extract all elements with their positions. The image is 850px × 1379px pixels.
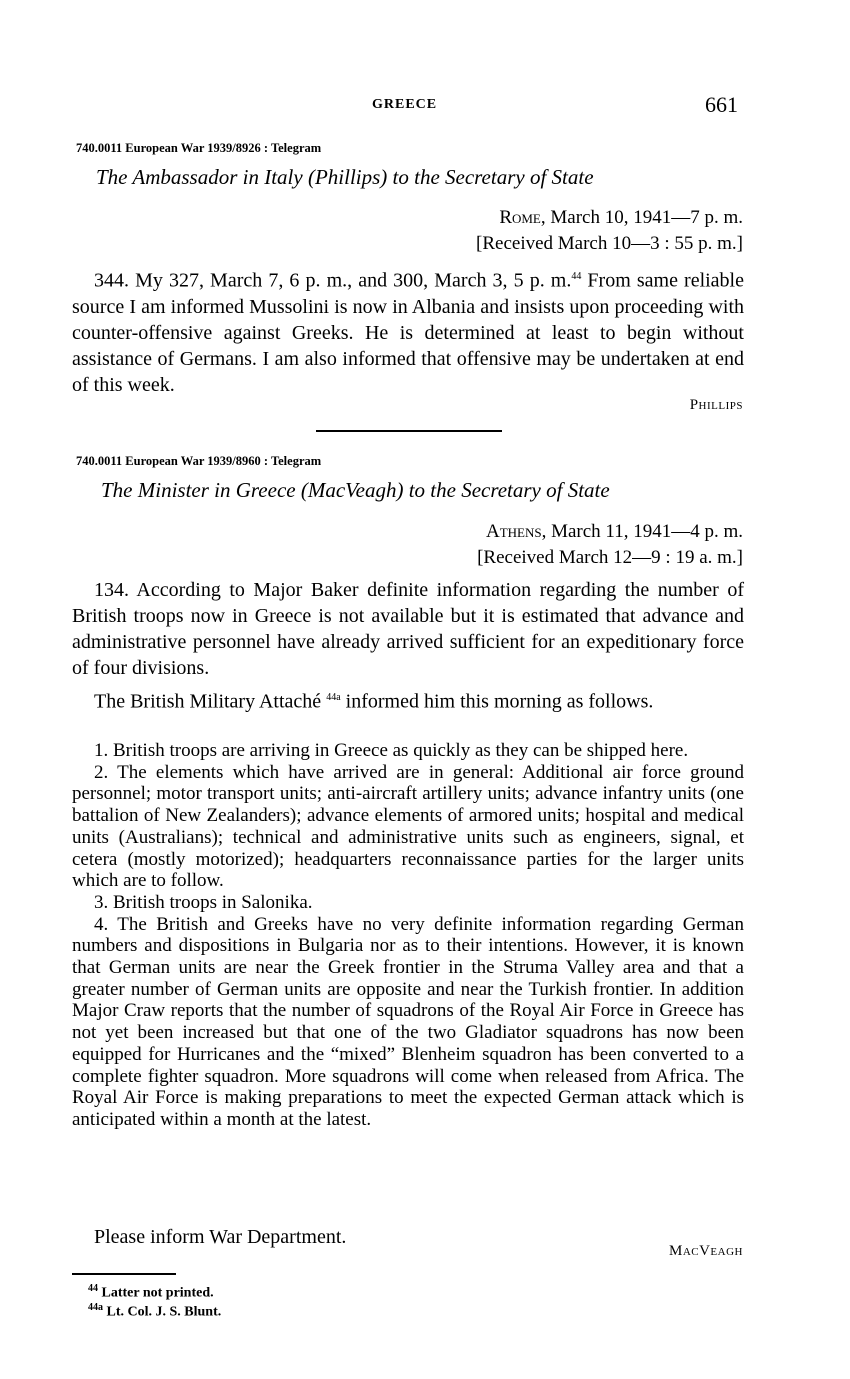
dateline-2 bbox=[486, 521, 743, 543]
section-divider bbox=[316, 430, 502, 432]
footnote bbox=[88, 1302, 221, 1321]
signature-1: Phillips bbox=[689, 397, 743, 413]
dateline-1 bbox=[499, 207, 743, 229]
list-item: 3. British troops in Salonika. bbox=[94, 891, 313, 913]
footnote-ref[interactable]: 44a bbox=[326, 692, 341, 703]
body-text: The British Military Attaché bbox=[94, 690, 327, 713]
paragraph bbox=[72, 685, 744, 715]
body-text: 344. My 327, March 7, 6 p. m., and 300, March 3, 5 p. m. bbox=[94, 269, 572, 292]
received-line-1: [Received March 10—3 : 55 p. m.] bbox=[476, 233, 743, 254]
footnote bbox=[88, 1283, 214, 1302]
dateline-place: Athens bbox=[485, 521, 542, 542]
dateline-place: Rome bbox=[499, 207, 541, 228]
closing-line: Please inform War Department. bbox=[94, 1226, 347, 1248]
document-title-2: The Minister in Greece (MacVeagh) to the Secretary of State bbox=[101, 478, 610, 502]
body-text: From same reliable source I am informed Mussolini is now in Albania and insists upon proceeding with counter-offensive against Greeks. He is determined at least to begin without assistance of Germans. I am also informed that offensive may be undertaken at end of this week. bbox=[72, 269, 744, 396]
dateline-date: , March 10, 1941—7 p. m. bbox=[540, 207, 743, 228]
paragraph: 134. According to Major Baker definite information regarding the number of British troops now in Greece is not available but it is estimated that advance and administrative personnel have already arrived sufficient for an expeditionary force of four divisions. bbox=[72, 579, 744, 679]
numbered-list bbox=[72, 740, 744, 1131]
list-item: 4. The British and Greeks have no very definite information regarding German numbers and dispositions in Bulgaria nor as to their intentions. However, it is known that German units are near the Greek frontier in the Struma Valley area and that a greater number of German units are opposite and near the Turkish frontier. In addition Major Craw reports that the number of squadrons of the Royal Air Force in Greece has not yet been increased but that one of the two Gladiator squadrons has now been equipped for Hurricanes and the “mixed” Blenheim squadron has been converted to a complete fighter squadron. More squadrons will come when released from Africa. The Royal Air Force is making preparations to meet the expected German attack which is anticipated within a month at the latest. bbox=[72, 913, 744, 1130]
footnote-mark: 44 bbox=[88, 1283, 98, 1294]
signature-2: MacVeagh bbox=[668, 1243, 743, 1259]
footnote-divider bbox=[72, 1273, 176, 1275]
file-reference-2: 740.0011 European War 1939/8960 : Telegram bbox=[76, 454, 322, 468]
page-number: 661 bbox=[705, 92, 738, 117]
list-item: 2. The elements which have arrived are in general: Additional air force ground personnel; motor transport units; anti-aircraft artillery units; advance infantry units (one battalion of New Zealanders); advance elements of armored units; hospital and medical units (Australians); technical and administrative units such as engineers, signal, et cetera (mostly motorized); headquarters reconnaissance parties for the larger units which are to follow. bbox=[72, 761, 744, 892]
telegram-body-1 bbox=[72, 264, 744, 398]
received-line-2: [Received March 12—9 : 19 a. m.] bbox=[477, 547, 743, 568]
telegram-body-2 bbox=[72, 577, 744, 715]
list-item: 1. British troops are arriving in Greece as quickly as they can be shipped here. bbox=[94, 740, 689, 761]
running-head: GREECE bbox=[372, 97, 438, 112]
file-reference-1: 740.0011 European War 1939/8926 : Telegram bbox=[76, 141, 322, 155]
footnote-mark: 44a bbox=[88, 1302, 103, 1313]
footnote-text: Latter not printed. bbox=[98, 1285, 214, 1301]
footnote-text: Lt. Col. J. S. Blunt. bbox=[103, 1304, 222, 1320]
body-text: informed him this morning as follows. bbox=[340, 690, 654, 713]
document-title-1: The Ambassador in Italy (Phillips) to the Secretary of State bbox=[96, 165, 594, 189]
footnote-ref[interactable]: 44 bbox=[571, 271, 582, 282]
dateline-date: , March 11, 1941—4 p. m. bbox=[541, 521, 743, 542]
